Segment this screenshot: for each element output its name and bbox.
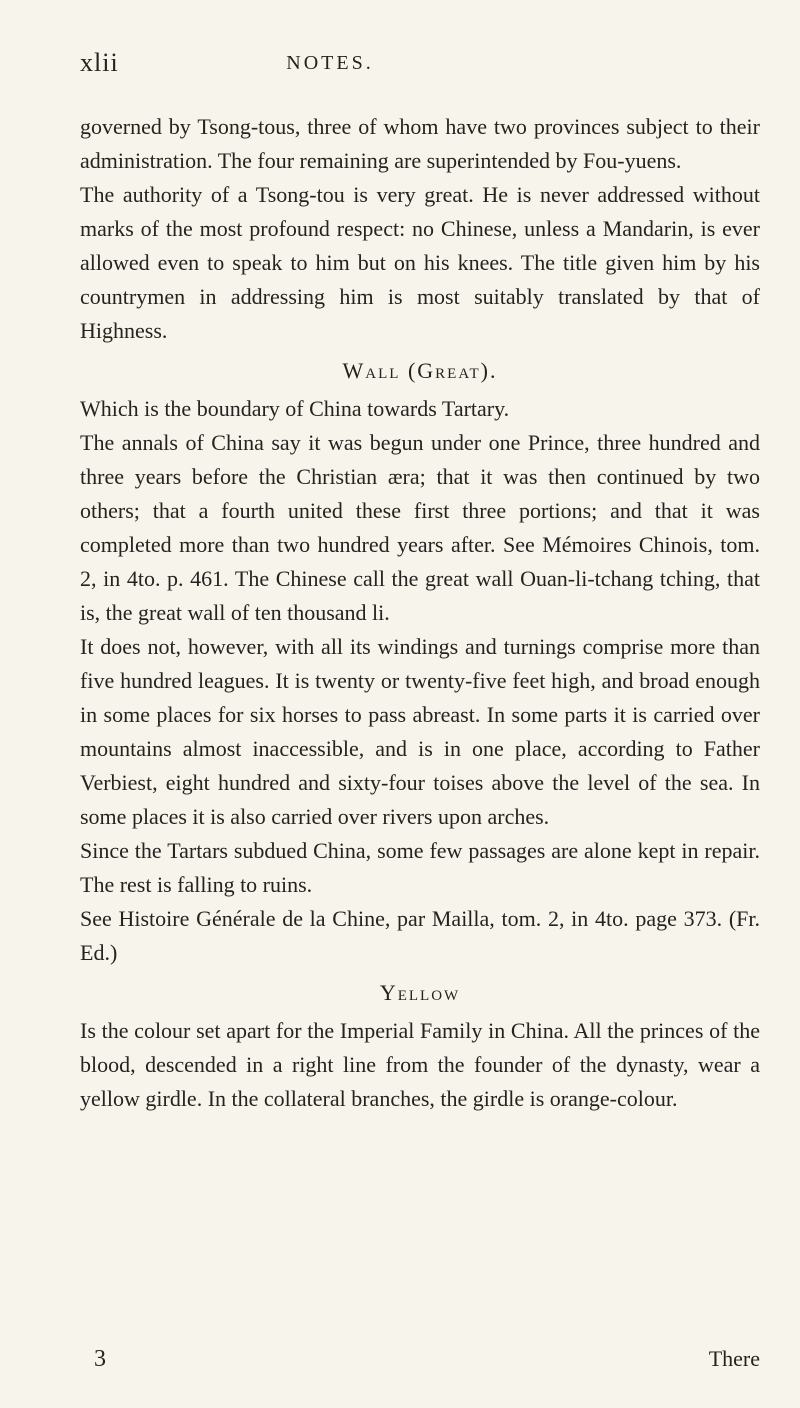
paragraph-tsong-tou-authority: The authority of a Tsong-tou is very great. He is never addressed without marks of the most profound respect: no Chinese, unless a Mandarin, is ever allowed even to speak to him but on his knees. The title given him by his countrymen in addressing him is most suitably translated by that of Highness. (80, 182, 760, 343)
paragraph-wall-dimensions: It does not, however, with all its windings and turnings comprise more than five hundred leagues. It is twenty or twenty-five feet high, and broad enough in some places for six horses to pass abreast. In some parts it is carried over mountains almost inaccessible, and is in one place, according to Father Verbiest, eight hundred and sixty-four toises above the level of the sea. In some places it is also carried over rivers upon arches. (80, 634, 760, 829)
page-number: xlii (80, 48, 119, 77)
signature-mark: 3 (94, 1346, 106, 1372)
section-heading-yellow: Yellow (379, 980, 461, 1005)
paragraph-wall-reference: See Histoire Générale de la Chine, par Mailla, tom. 2, in 4to. page 373. (Fr. Ed.) (80, 906, 760, 965)
page-header (80, 48, 740, 88)
running-head: NOTES. (286, 52, 374, 74)
paragraph-tsong-tou-governance: governed by Tsong-tous, three of whom have two provinces subject to their administration. The four remaining are superintended by Fou-yuens. (80, 114, 760, 173)
page-footer (80, 1346, 760, 1382)
paragraph-wall-annals: The annals of China say it was begun under one Prince, three hundred and three years before the Christian æra; that it was then continued by two others; that a fourth united these first three portions; and that it was completed more than two hundred years after. See Mémoires Chinois, tom. 2, in 4to. p. 461. The Chinese call the great wall Ouan-li-tchang tching, that is, the great wall of ten thousand li. (80, 430, 760, 625)
section-heading-wall: Wall (Great). (342, 358, 498, 383)
catchword: There (708, 1346, 760, 1371)
paragraph-yellow-imperial: Is the colour set apart for the Imperial Family in China. All the princes of the blood, descended in a right line from the founder of the dynasty, wear a yellow girdle. In the collateral branches, the girdle is orange-colour. (80, 1018, 760, 1111)
paragraph-wall-boundary: Which is the boundary of China towards Tartary. (80, 396, 510, 421)
page-body (80, 110, 760, 1116)
paragraph-wall-repair: Since the Tartars subdued China, some few passages are alone kept in repair. The rest is falling to ruins. (80, 838, 760, 897)
